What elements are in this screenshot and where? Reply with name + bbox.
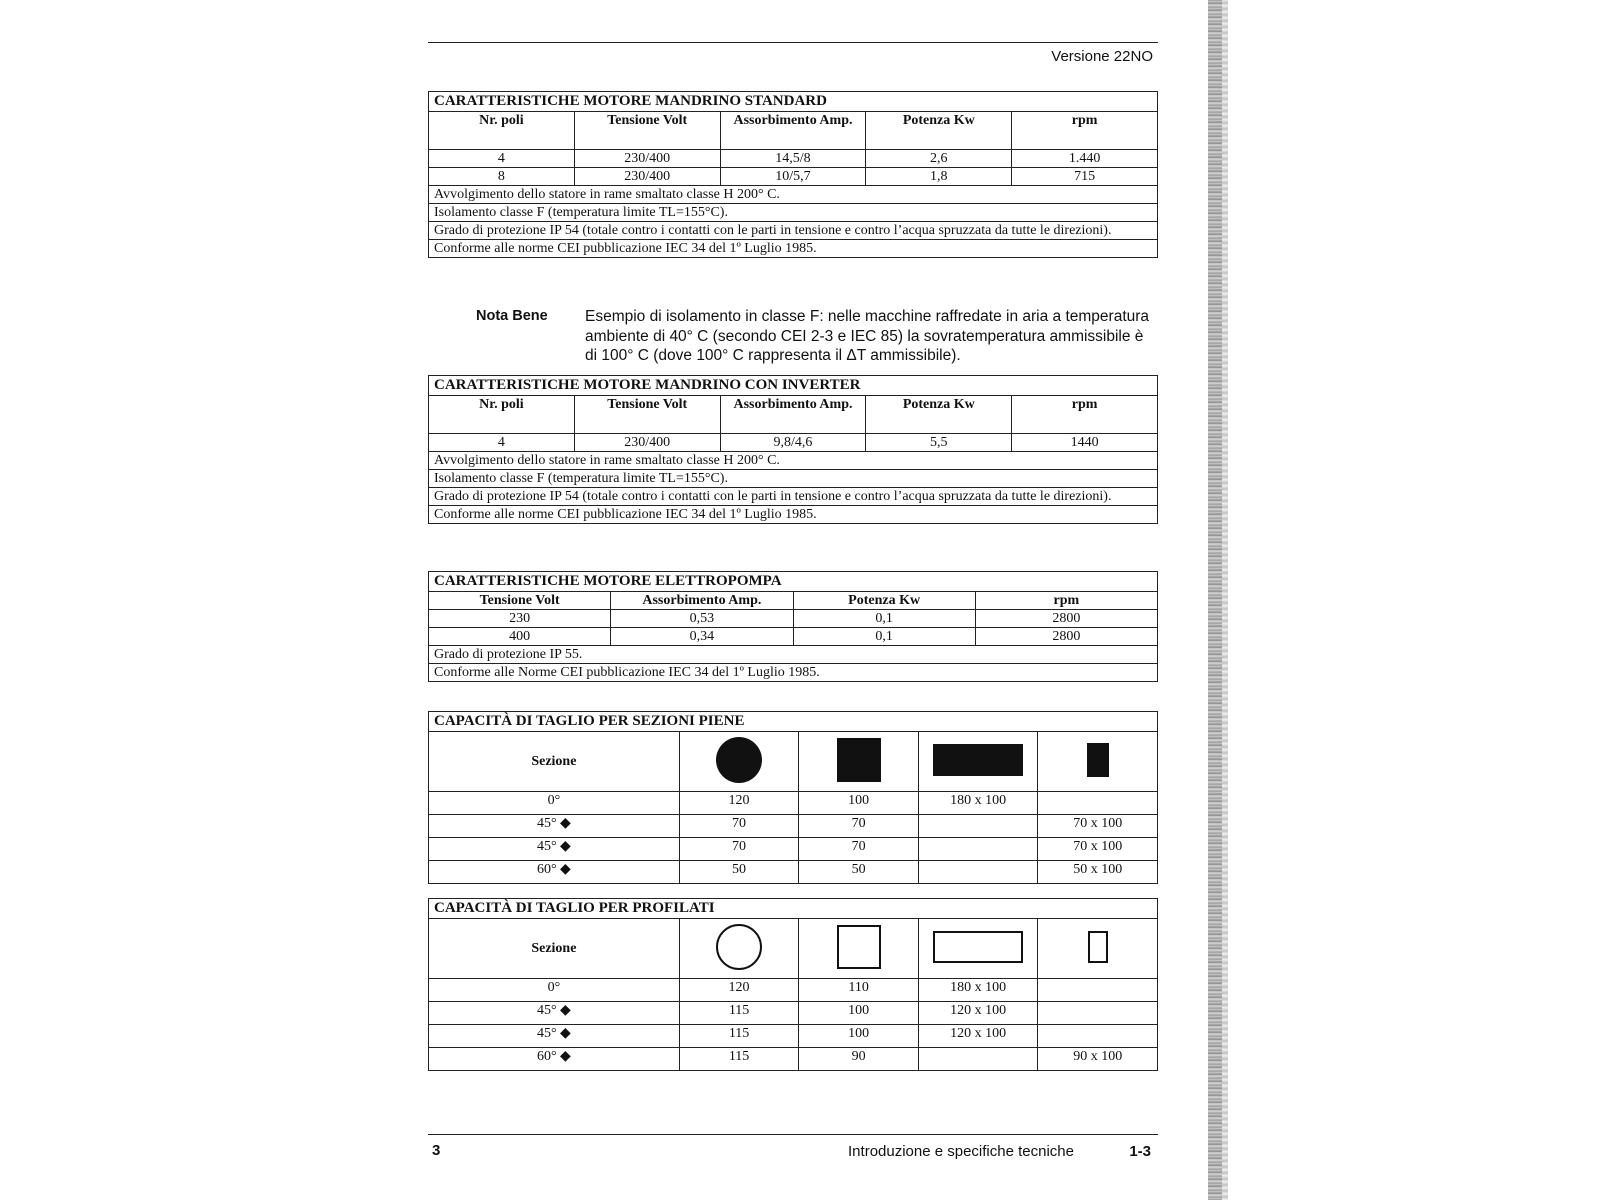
table-row xyxy=(429,979,1158,1002)
solid-capacity-table xyxy=(428,711,1158,884)
scan-binding-edge xyxy=(1208,0,1222,1200)
pump-motor-table-box xyxy=(428,571,1158,682)
col-header: rpm xyxy=(1012,112,1158,150)
table-cell: 100 xyxy=(799,1025,919,1048)
table-cell xyxy=(1038,792,1158,815)
standard-motor-table xyxy=(428,91,1158,258)
col-header: Nr. poli xyxy=(429,112,575,150)
open-circle-icon xyxy=(716,924,762,970)
table-cell: 230 xyxy=(429,610,611,628)
table-note: Avvolgimento dello statore in rame smaltato classe H 200° C. xyxy=(429,186,1158,204)
table-cell: 8 xyxy=(429,168,575,186)
shape-cell xyxy=(918,732,1038,792)
solid-capacity-title: CAPACITÀ DI TAGLIO PER SEZIONI PIENE xyxy=(429,712,1158,732)
shape-cell xyxy=(799,919,919,979)
table-cell: 70 xyxy=(679,838,799,861)
angle-cell: 45° ◆ xyxy=(429,815,680,838)
open-narrow-rectangle-icon xyxy=(1088,931,1108,963)
table-header-row xyxy=(429,592,1158,610)
table-cell: 100 xyxy=(799,792,919,815)
table-note: Isolamento classe F (temperatura limite TL=155°C). xyxy=(429,470,1158,488)
table-cell: 120 xyxy=(679,979,799,1002)
col-header: Tensione Volt xyxy=(574,112,720,150)
table-cell: 2800 xyxy=(975,610,1157,628)
table-cell: 115 xyxy=(679,1048,799,1071)
version-label: Versione 22NO xyxy=(1051,48,1153,65)
table-cell: 70 x 100 xyxy=(1038,815,1158,838)
table-note: Grado di protezione IP 55. xyxy=(429,646,1158,664)
profile-capacity-table-box xyxy=(428,898,1158,1071)
table-note-row xyxy=(429,186,1158,204)
table-note: Conforme alle Norme CEI pubblicazione IEC 34 del 1º Luglio 1985. xyxy=(429,664,1158,682)
table-row xyxy=(429,150,1158,168)
shape-cell xyxy=(918,919,1038,979)
angle-cell: 0° xyxy=(429,792,680,815)
pump-motor-table xyxy=(428,571,1158,682)
shape-cell xyxy=(679,732,799,792)
table-title-row xyxy=(429,92,1158,112)
angle-cell: 0° xyxy=(429,979,680,1002)
table-cell: 120 xyxy=(679,792,799,815)
angle-cell: 60° ◆ xyxy=(429,1048,680,1071)
table-cell: 1,8 xyxy=(866,168,1012,186)
table-note-row xyxy=(429,240,1158,258)
angle-cell: 45° ◆ xyxy=(429,1002,680,1025)
footer-rule xyxy=(428,1134,1158,1135)
table-note-row xyxy=(429,506,1158,524)
shape-cell xyxy=(679,919,799,979)
table-cell: 230/400 xyxy=(574,168,720,186)
standard-motor-title: CARATTERISTICHE MOTORE MANDRINO STANDARD xyxy=(429,92,1158,112)
profile-capacity-table xyxy=(428,898,1158,1071)
table-cell: 90 x 100 xyxy=(1038,1048,1158,1071)
open-square-icon xyxy=(837,925,881,969)
table-cell: 180 x 100 xyxy=(918,792,1038,815)
table-note-row xyxy=(429,664,1158,682)
col-header: Tensione Volt xyxy=(429,592,611,610)
table-cell: 2,6 xyxy=(866,150,1012,168)
table-cell: 70 x 100 xyxy=(1038,838,1158,861)
table-note-row xyxy=(429,222,1158,240)
table-row xyxy=(429,628,1158,646)
table-cell: 5,5 xyxy=(866,434,1012,452)
col-header: Potenza Kw xyxy=(866,112,1012,150)
filled-narrow-rectangle-icon xyxy=(1087,743,1109,777)
table-cell: 230/400 xyxy=(574,150,720,168)
table-note-row xyxy=(429,646,1158,664)
table-cell: 9,8/4,6 xyxy=(720,434,866,452)
table-note: Isolamento classe F (temperatura limite TL=155°C). xyxy=(429,204,1158,222)
table-cell: 50 xyxy=(679,861,799,884)
table-row xyxy=(429,838,1158,861)
table-row xyxy=(429,1048,1158,1071)
pump-motor-title: CARATTERISTICHE MOTORE ELETTROPOMPA xyxy=(429,572,1158,592)
shape-cell xyxy=(1038,919,1158,979)
angle-cell: 45° ◆ xyxy=(429,1025,680,1048)
col-header: Assorbimento Amp. xyxy=(611,592,793,610)
table-row xyxy=(429,1025,1158,1048)
col-header: Assorbimento Amp. xyxy=(720,396,866,434)
table-cell: 70 xyxy=(679,815,799,838)
table-cell: 1.440 xyxy=(1012,150,1158,168)
table-cell: 0,34 xyxy=(611,628,793,646)
inverter-motor-table xyxy=(428,375,1158,524)
table-cell: 120 x 100 xyxy=(918,1025,1038,1048)
table-cell: 400 xyxy=(429,628,611,646)
col-header: Tensione Volt xyxy=(574,396,720,434)
table-cell xyxy=(918,838,1038,861)
table-cell: 1440 xyxy=(1012,434,1158,452)
table-row xyxy=(429,861,1158,884)
table-note-row xyxy=(429,488,1158,506)
col-header: rpm xyxy=(1012,396,1158,434)
table-note-row xyxy=(429,470,1158,488)
table-cell: 115 xyxy=(679,1025,799,1048)
table-cell: 100 xyxy=(799,1002,919,1025)
open-rectangle-icon xyxy=(933,931,1023,963)
col-header: Potenza Kw xyxy=(866,396,1012,434)
table-cell: 90 xyxy=(799,1048,919,1071)
footer-page-ref: 1-3 xyxy=(1129,1143,1151,1160)
table-row xyxy=(429,792,1158,815)
table-cell: 120 x 100 xyxy=(918,1002,1038,1025)
footer-section-title: Introduzione e specifiche tecniche xyxy=(848,1143,1074,1160)
table-cell: 0,53 xyxy=(611,610,793,628)
section-shapes-row xyxy=(429,919,1158,979)
col-header: Nr. poli xyxy=(429,396,575,434)
standard-motor-table-box xyxy=(428,91,1158,258)
section-label: Sezione xyxy=(429,732,680,792)
scan-binding-edge-light xyxy=(1222,0,1228,1200)
table-cell: 2800 xyxy=(975,628,1157,646)
section-shapes-row xyxy=(429,732,1158,792)
filled-square-icon xyxy=(837,738,881,782)
table-cell: 180 x 100 xyxy=(918,979,1038,1002)
table-cell: 115 xyxy=(679,1002,799,1025)
col-header: Assorbimento Amp. xyxy=(720,112,866,150)
table-cell xyxy=(918,815,1038,838)
table-title-row xyxy=(429,376,1158,396)
table-note: Avvolgimento dello statore in rame smaltato classe H 200° C. xyxy=(429,452,1158,470)
col-header: Potenza Kw xyxy=(793,592,975,610)
table-row xyxy=(429,610,1158,628)
table-cell: 50 xyxy=(799,861,919,884)
inverter-motor-title: CARATTERISTICHE MOTORE MANDRINO CON INVERTER xyxy=(429,376,1158,396)
table-row xyxy=(429,434,1158,452)
table-note: Grado di protezione IP 54 (totale contro i contatti con le parti in tensione e contro l’acqua spruzzata da tutte le direzioni). xyxy=(429,222,1158,240)
table-cell: 715 xyxy=(1012,168,1158,186)
nota-bene-label: Nota Bene xyxy=(476,308,548,324)
table-title-row xyxy=(429,712,1158,732)
table-note-row xyxy=(429,452,1158,470)
table-cell xyxy=(1038,1025,1158,1048)
inverter-motor-table-box xyxy=(428,375,1158,524)
table-title-row xyxy=(429,899,1158,919)
table-row xyxy=(429,1002,1158,1025)
table-cell xyxy=(1038,1002,1158,1025)
table-cell: 50 x 100 xyxy=(1038,861,1158,884)
table-note: Conforme alle norme CEI pubblicazione IEC 34 del 1º Luglio 1985. xyxy=(429,506,1158,524)
table-cell: 70 xyxy=(799,838,919,861)
table-note: Grado di protezione IP 54 (totale contro i contatti con le parti in tensione e contro l’acqua spruzzata da tutte le direzioni). xyxy=(429,488,1158,506)
filled-circle-icon xyxy=(716,737,762,783)
shape-cell xyxy=(1038,732,1158,792)
nota-bene-text: Esempio di isolamento in classe F: nelle macchine raffredate in aria a temperatura ambiente di 40° C (secondo CEI 2-3 e IEC 85) la sovratemperatura ammissibile è di 100° C (dove 100° C rappresenta il ΔT ammissibile). xyxy=(585,308,1150,364)
table-header-row xyxy=(429,112,1158,150)
angle-cell: 60° ◆ xyxy=(429,861,680,884)
table-cell xyxy=(918,1048,1038,1071)
table-cell: 0,1 xyxy=(793,628,975,646)
table-cell: 4 xyxy=(429,434,575,452)
table-cell: 0,1 xyxy=(793,610,975,628)
table-row xyxy=(429,815,1158,838)
table-cell: 10/5,7 xyxy=(720,168,866,186)
table-title-row xyxy=(429,572,1158,592)
solid-capacity-table-box xyxy=(428,711,1158,884)
shape-cell xyxy=(799,732,919,792)
table-cell xyxy=(918,861,1038,884)
table-note: Conforme alle norme CEI pubblicazione IEC 34 del 1º Luglio 1985. xyxy=(429,240,1158,258)
table-cell: 230/400 xyxy=(574,434,720,452)
table-cell: 4 xyxy=(429,150,575,168)
table-cell: 70 xyxy=(799,815,919,838)
profile-capacity-title: CAPACITÀ DI TAGLIO PER PROFILATI xyxy=(429,899,1158,919)
table-cell xyxy=(1038,979,1158,1002)
table-cell: 14,5/8 xyxy=(720,150,866,168)
table-row xyxy=(429,168,1158,186)
table-note-row xyxy=(429,204,1158,222)
footer-page-number: 3 xyxy=(432,1142,441,1159)
table-cell: 110 xyxy=(799,979,919,1002)
header-rule xyxy=(428,42,1158,43)
col-header: rpm xyxy=(975,592,1157,610)
filled-rectangle-icon xyxy=(933,744,1023,776)
angle-cell: 45° ◆ xyxy=(429,838,680,861)
table-header-row xyxy=(429,396,1158,434)
section-label: Sezione xyxy=(429,919,680,979)
